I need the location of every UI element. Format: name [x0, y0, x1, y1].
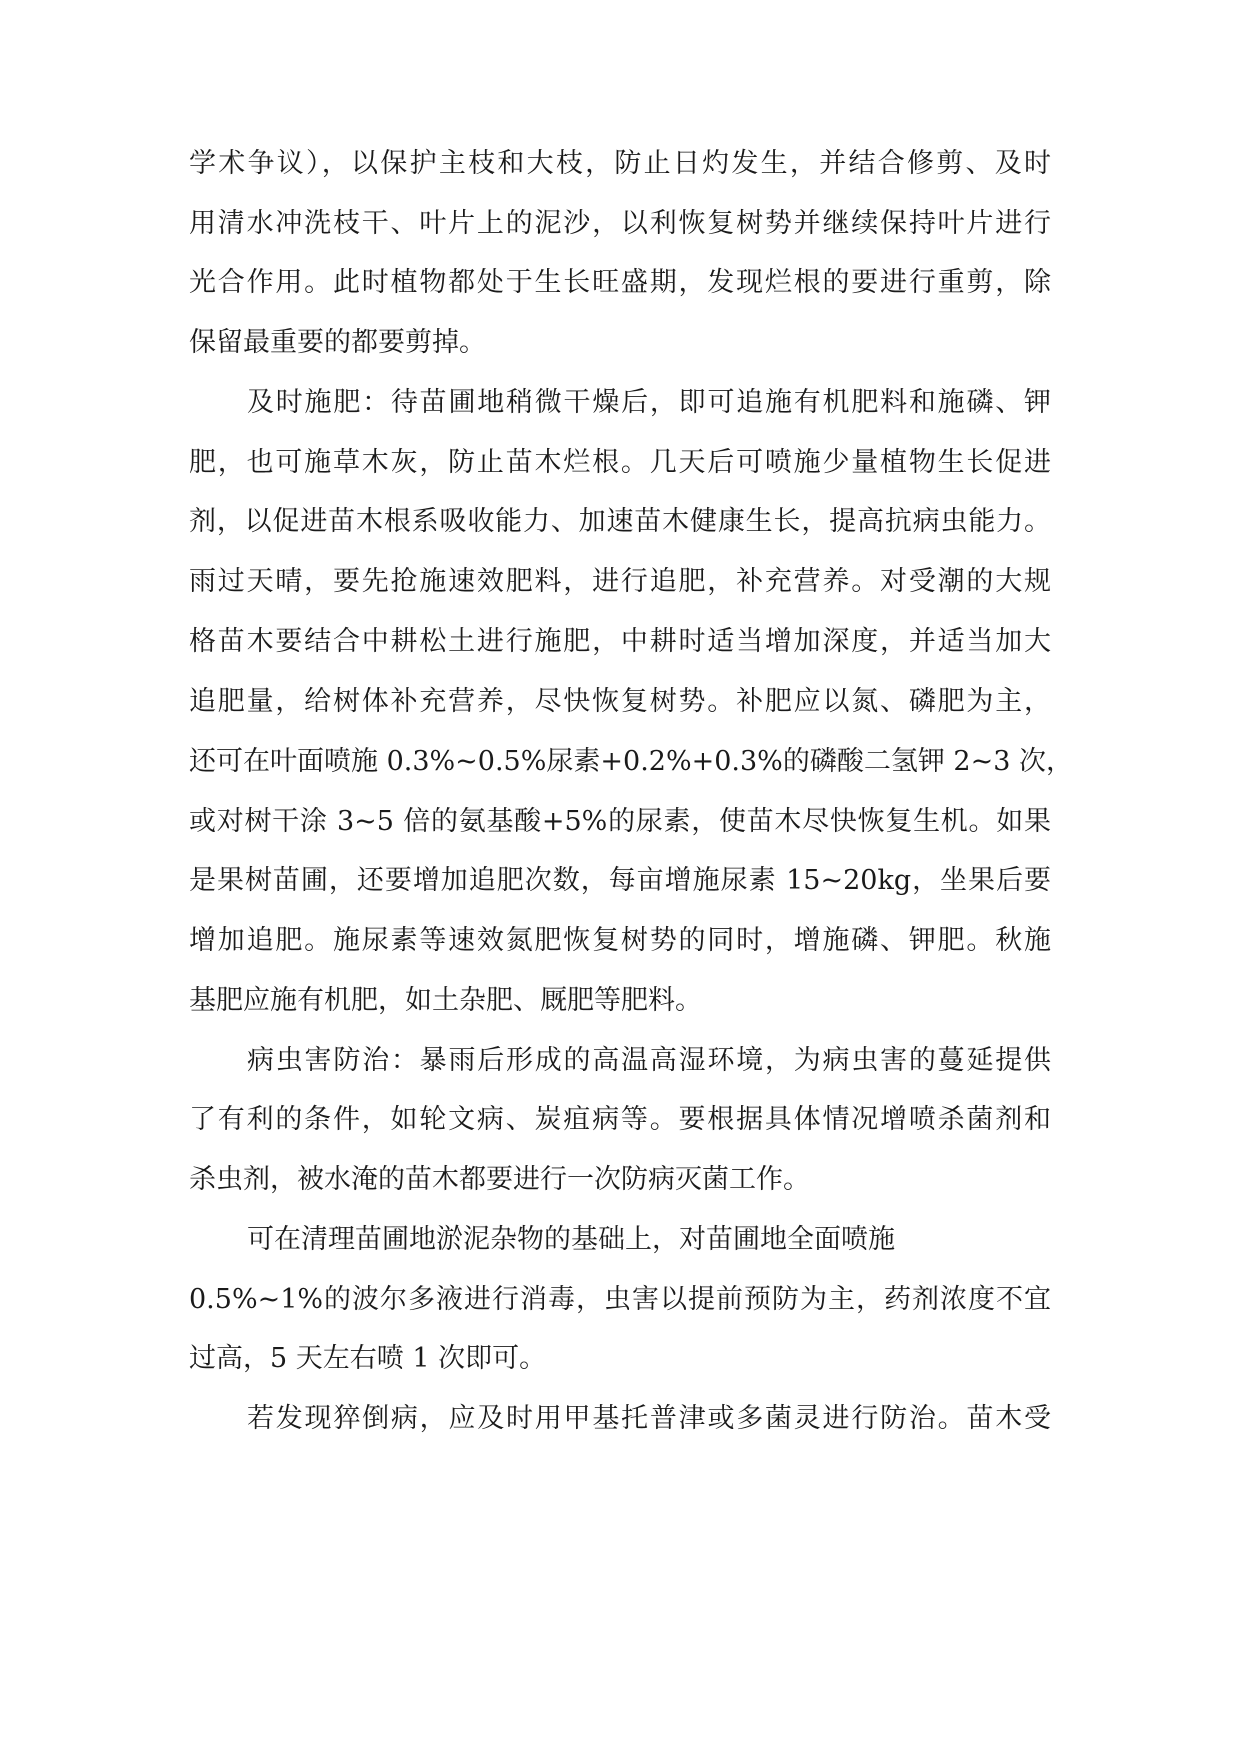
text-line: 用清水冲洗枝干、叶片上的泥沙，以利恢复树势并继续保持叶片进行 — [189, 208, 1051, 239]
paragraph-first-line: 若发现猝倒病，应及时用甲基托普津或多菌灵进行防治。苗木受 — [247, 1403, 1051, 1434]
text-line: 剂，以促进苗木根系吸收能力、加速苗木健康生长，提高抗病虫能力。 — [189, 506, 1051, 537]
text-line: 0.5%~1%的波尔多液进行消毒，虫害以提前预防为主，药剂浓度不宜 — [189, 1284, 1051, 1315]
text-line: 增加追肥。施尿素等速效氮肥恢复树势的同时，增施磷、钾肥。秋施 — [189, 925, 1051, 956]
text-line: 雨过天晴，要先抢施速效肥料，进行追肥，补充营养。对受潮的大规 — [189, 566, 1051, 597]
text-line: 肥，也可施草木灰，防止苗木烂根。几天后可喷施少量植物生长促进 — [189, 447, 1051, 478]
text-line: 过高，5 天左右喷 1 次即可。 — [189, 1343, 547, 1374]
text-line: 追肥量，给树体补充营养，尽快恢复树势。补肥应以氮、磷肥为主， — [189, 686, 1051, 717]
text-line: 杀虫剂，被水淹的苗木都要进行一次防病灭菌工作。 — [189, 1164, 810, 1195]
text-line: 或对树干涂 3~5 倍的氨基酸+5%的尿素，使苗木尽快恢复生机。如果 — [189, 806, 1051, 837]
text-line: 光合作用。此时植物都处于生长旺盛期，发现烂根的要进行重剪，除 — [189, 267, 1051, 298]
text-line: 保留最重要的都要剪掉。 — [189, 327, 486, 358]
paragraph-first-line: 病虫害防治：暴雨后形成的高温高湿环境，为病虫害的蔓延提供 — [247, 1045, 1051, 1076]
paragraph-first-line: 及时施肥：待苗圃地稍微干燥后，即可追施有机肥料和施磷、钾 — [247, 387, 1051, 418]
text-line: 基肥应施有机肥，如土杂肥、厩肥等肥料。 — [189, 985, 702, 1016]
text-line: 学术争议），以保护主枝和大枝，防止日灼发生，并结合修剪、及时 — [189, 148, 1051, 179]
text-line: 还可在叶面喷施 0.3%~0.5%尿素+0.2%+0.3%的磷酸二氢钾 2~3 次， — [189, 746, 1073, 777]
text-line: 格苗木要结合中耕松土进行施肥，中耕时适当增加深度，并适当加大 — [189, 626, 1051, 657]
paragraph-first-line: 可在清理苗圃地淤泥杂物的基础上，对苗圃地全面喷施 — [247, 1224, 895, 1255]
text-line: 是果树苗圃，还要增加追肥次数，每亩增施尿素 15~20kg，坐果后要 — [189, 865, 1051, 896]
text-line: 了有利的条件，如轮文病、炭疽病等。要根据具体情况增喷杀菌剂和 — [189, 1104, 1051, 1135]
